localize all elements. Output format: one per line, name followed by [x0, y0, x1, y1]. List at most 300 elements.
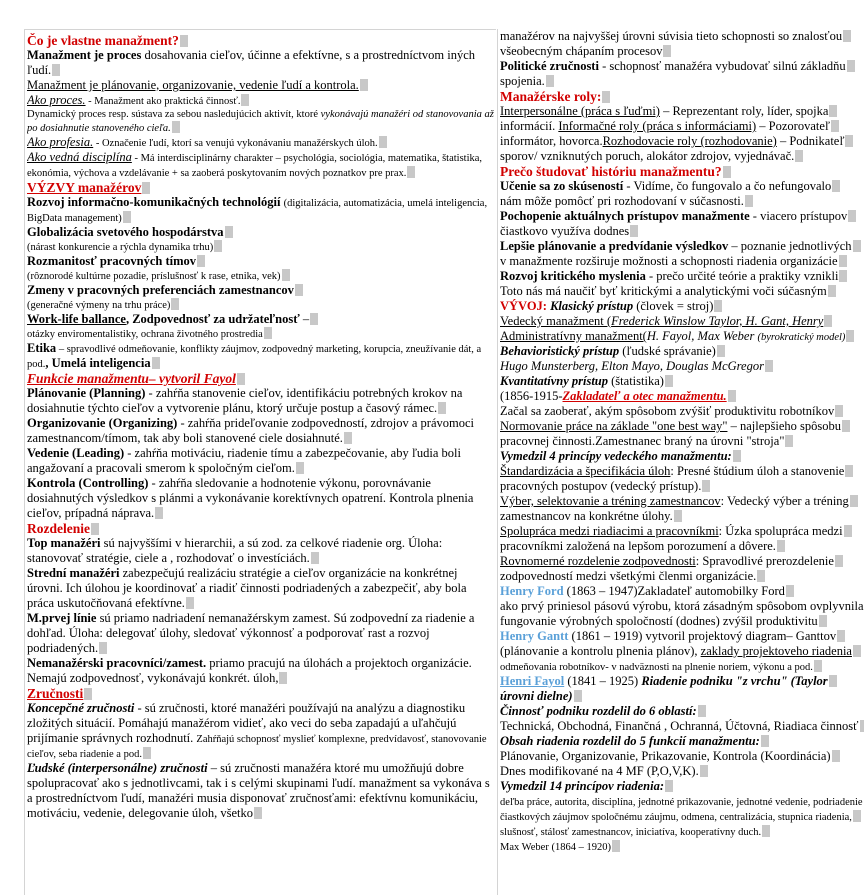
- text-run: – Reprezentant roly, líder, spojka: [659, 104, 829, 118]
- text-line: [27, 312, 495, 327]
- text-run: Začal sa zaoberať, akým spôsobom zvýšiť produktivitu robotníkov: [500, 404, 835, 418]
- text-run: Zakladateľ a otec manažmentu.: [562, 389, 727, 403]
- text-run: otázky enviromentalistiky, ochrana životného prostredia: [27, 329, 263, 340]
- paragraph-mark: [765, 360, 773, 372]
- text-line: [27, 225, 495, 240]
- heading-text: Funkcie manažmentu– vytvoril Fayol: [27, 371, 236, 386]
- text-run: –: [299, 312, 310, 326]
- text-run: - viacero prístupov: [749, 209, 848, 223]
- paragraph-mark: [84, 688, 92, 700]
- text-line: [500, 614, 864, 629]
- text-line: [500, 359, 864, 374]
- text-run: Toto nás má naučiť byť kritickými a analytickými voči súčasným: [500, 284, 827, 298]
- paragraph-mark: [360, 79, 368, 91]
- section-heading: [27, 521, 495, 536]
- text-run: Hugo Munsterberg, Elton Mayo, Douglas McGregor: [500, 359, 764, 373]
- text-line: [500, 404, 864, 419]
- paragraph-mark: [853, 240, 861, 252]
- paragraph-mark: [123, 211, 131, 223]
- page-border-left: [24, 29, 25, 895]
- text-run: - Vidíme, čo fungovalo a čo nefungovalo: [623, 179, 832, 193]
- text-run: - zahŕňa sledovanie a hodnotenie výkonu, porovnávanie dosiahnutých výsledkov s plánmi a vykonávanie korektívnych opatrení. Kontrola plnenia cieľov, prípadná náprava.: [27, 476, 474, 520]
- text-line: [500, 464, 864, 479]
- text-line: [500, 179, 864, 194]
- text-run: Klasický prístup: [550, 299, 634, 313]
- text-line: [500, 194, 864, 209]
- paragraph-mark: [344, 432, 352, 444]
- text-run: M.prvej línie: [27, 611, 97, 625]
- text-run: - zahŕňa prideľovanie zodpovedností, zdrojov a právomoci zamestnancom/tímom, tak aby boli stanovené ciele dosiahnuté.: [27, 416, 474, 445]
- paragraph-mark: [786, 585, 794, 597]
- text-run: Rozhodovacie roly (rozhodovanie): [602, 134, 777, 148]
- paragraph-mark: [824, 315, 832, 327]
- paragraph-mark: [282, 269, 290, 281]
- text-run: Rozmanitosť pracovných tímov: [27, 254, 197, 268]
- text-run: v manažmente rozširuje možnosti a schopnosti riadenia organizácie: [500, 254, 838, 268]
- paragraph-mark: [237, 373, 245, 385]
- text-run: pracovných postupov (vedecký prístup).: [500, 479, 702, 493]
- paragraph-mark: [828, 285, 836, 297]
- text-line: [500, 509, 864, 524]
- text-line: [500, 269, 864, 284]
- text-run: – spravodlivé odmeňovanie, konflikty záujmov, zodpovedný marketing, korupcia, zneužívanie dát, a pod.: [27, 344, 482, 370]
- paragraph-mark: [762, 825, 770, 837]
- section-heading: [27, 180, 495, 195]
- text-line: [500, 569, 864, 584]
- text-line: [500, 389, 864, 404]
- text-run: (digitalizácia, automatizácia, umelá inteligencia, BigData management): [27, 198, 488, 224]
- paragraph-mark: [674, 510, 682, 522]
- text-line: [500, 134, 864, 149]
- paragraph-mark: [853, 645, 861, 657]
- text-run: (generačné výmeny na trhu práce): [27, 300, 171, 311]
- text-line: [500, 449, 864, 464]
- paragraph-mark: [860, 720, 864, 732]
- text-run: H. Fayol, Max Weber: [646, 329, 758, 343]
- text-run: , Umelá inteligencia: [45, 356, 151, 370]
- text-line: [27, 701, 495, 761]
- text-run: Etika: [27, 341, 57, 355]
- paragraph-mark: [574, 690, 582, 702]
- text-line: [27, 327, 495, 341]
- text-run: Ľudské (interpersonálne) zručnosti: [27, 761, 208, 775]
- text-run: Frederick Winslow Taylor, H. Gant, Henry: [611, 314, 824, 328]
- heading-text: Prečo študovať históriu manažmentu?: [500, 164, 722, 179]
- text-run: – sú zručnosti manažéra ktoré mu umožňujú dobre spolupracovať ako s jednotlivcami, tak i s celými skupinami ľudí. manažment sa vykonáva s a prostredníctvom ľudí, manažéri musia disponovať zručnosťami: efektívnu komunikáciu, motiváciu, vedenie, delegovanie úloh, všetko: [27, 761, 490, 820]
- paragraph-mark: [310, 313, 318, 325]
- text-line: [500, 344, 864, 359]
- text-run: sú priamo nadriadení nemanažérskym zamest. Sú zodpovední za riadenie a dohľad. Úloha: delegovať úlohy, sledovať výkonnosť a podporovať rast a rozvoj podriadených.: [27, 611, 475, 655]
- paragraph-mark: [839, 255, 847, 267]
- text-line: [27, 150, 495, 180]
- text-run: – najlepšieho spôsobu: [727, 419, 842, 433]
- heading-text: Čo je vlastne manažment?: [27, 33, 179, 48]
- text-run: fungovanie výrobných spoločností (dodnes) zvýšil produktivitu: [500, 614, 818, 628]
- text-line: [27, 416, 495, 446]
- text-line: [500, 599, 864, 614]
- text-run: Zahŕňajú schopnosť myslieť komplexne, predvídavosť, stanovovanie cieľov, seba riadenie a pod.: [27, 734, 487, 760]
- text-run: VÝVOJ:: [500, 299, 551, 313]
- text-line: [500, 494, 864, 509]
- text-run: Rovnomerné rozdelenie zodpovednosti: [500, 554, 696, 568]
- text-run: vykonávajú manažéri od stanovovania až po dosiahnutie stanoveného cieľa.: [27, 109, 494, 134]
- text-run: Interpersonálne (práca s ľuďmi): [500, 104, 660, 118]
- paragraph-mark: [225, 226, 233, 238]
- text-run: Kontrola (Controlling): [27, 476, 149, 490]
- paragraph-mark: [379, 136, 387, 148]
- text-run: priamo pracujú na úlohách a projektoch organizácie. Nemajú zodpovednosť, vykonávajú konkrét. úloh,: [27, 656, 472, 685]
- text-run: (človek = stroj): [633, 299, 714, 313]
- text-run: úrovni dielne): [500, 689, 573, 703]
- text-line: [500, 314, 864, 329]
- text-run: zaklady projektoveho riadenia: [700, 644, 852, 658]
- paragraph-mark: [831, 120, 839, 132]
- left-column: [27, 33, 495, 821]
- text-run: (1861 – 1919) vytvoril projektový diagram– Ganttov: [568, 629, 837, 643]
- text-run: Koncepčné zručnosti: [27, 701, 135, 715]
- paragraph-mark: [717, 345, 725, 357]
- text-run: sporov/ vzniknutých poruch, alokátor zdrojov, vyjednávač.: [500, 149, 795, 163]
- text-run: (rôznorodé kultúrne pozadie, príslušnosť k rase, etnika, vek): [27, 271, 281, 282]
- text-run: Technická, Obchodná, Finančná , Ochranná, Účtovná, Riadiaca činnosť: [500, 719, 859, 733]
- text-line: [500, 839, 864, 854]
- paragraph-mark: [714, 300, 722, 312]
- text-run: Manažment je plánovanie, organizovanie, vedenie ľudí a kontrola.: [27, 78, 359, 92]
- paragraph-mark: [728, 390, 736, 402]
- paragraph-mark: [602, 91, 610, 103]
- paragraph-mark: [665, 375, 673, 387]
- text-run: Rozvoj informačno-komunikačných technológií: [27, 195, 284, 209]
- text-run: odmeňovania robotníkov- v nadväznosti na plnenie noriem, výkonu a pod.: [500, 662, 813, 673]
- section-heading: [500, 89, 864, 104]
- text-line: [500, 659, 864, 674]
- text-run: Dnes modifikované na 4 MF (P,O,V,K).: [500, 764, 699, 778]
- paragraph-mark: [172, 121, 180, 133]
- paragraph-mark: [155, 507, 163, 519]
- paragraph-mark: [839, 270, 847, 282]
- text-run: Riadenie podniku "z vrchu" (Taylor: [641, 674, 828, 688]
- text-run: (byrokratický model): [757, 332, 846, 343]
- text-run: (1856-1915-: [500, 389, 563, 403]
- text-run: deľba práce, autorita, disciplína, jednotné prikazovanie, jednotné vedenie, podriadenie: [500, 797, 863, 808]
- text-line: [500, 704, 864, 719]
- text-line: [27, 566, 495, 611]
- paragraph-mark: [785, 435, 793, 447]
- text-run: : Presné štúdium úloh a stanovenie: [670, 464, 845, 478]
- text-run: - zahŕňa motiváciu, riadenie tímu a zabezpečovanie, aby ľudia boli angažovaní a pracovali smerom k spoločným cieľom.: [27, 446, 462, 475]
- text-line: [500, 239, 864, 254]
- text-run: Vymedzil 4 princípy vedeckého manažmentu:: [500, 449, 732, 463]
- text-line: [27, 341, 495, 371]
- paragraph-mark: [665, 780, 673, 792]
- text-run: nám môže pomôcť pri rozhodovaní v súčasnosti.: [500, 194, 744, 208]
- paragraph-mark: [832, 180, 840, 192]
- text-run: Plánovanie (Planning): [27, 386, 146, 400]
- text-line: [27, 611, 495, 656]
- text-line: [500, 539, 864, 554]
- text-run: – Podnikateľ: [776, 134, 845, 148]
- text-run: Spolupráca medzi riadiacimi a pracovníkmi: [500, 524, 719, 538]
- text-run: Globalizácia svetového hospodárstva: [27, 225, 224, 239]
- text-run: spojenia.: [500, 74, 545, 88]
- paragraph-mark: [99, 642, 107, 654]
- text-run: Kvantitatívny prístup: [500, 374, 609, 388]
- text-run: čiastkových záujmov spoločnému záujmu, odmena, centralizácia, stupnica riadenia,: [500, 812, 852, 823]
- paragraph-mark: [279, 672, 287, 684]
- paragraph-mark: [700, 765, 708, 777]
- text-run: Dynamický proces resp. sústava za sebou nasledujúcich aktivít, ktoré: [27, 109, 321, 120]
- text-line: [500, 224, 864, 239]
- text-line: [27, 446, 495, 476]
- right-column: [500, 29, 864, 854]
- text-run: (plánovanie a kontrolu plnenia plánov),: [500, 644, 701, 658]
- text-run: - sú zručnosti, ktoré manažéri používajú na analýzu a diagnostiku zložitých situácií. Pomáhajú manažérom vidieť, ako veci do seba zapadajú a uľahčujú prijímanie správnych rozhodnutí.: [27, 701, 466, 745]
- text-line: [500, 809, 864, 824]
- text-run: Ako vedná disciplína: [27, 150, 132, 164]
- text-line: [500, 44, 864, 59]
- text-run: Ako profesia.: [27, 135, 94, 149]
- text-run: , Zodpovednosť za udržateľnosť: [125, 312, 300, 326]
- text-run: - Manažment ako praktická činnosť.: [85, 96, 241, 107]
- text-line: [500, 629, 864, 644]
- paragraph-mark: [152, 357, 160, 369]
- text-run: (1841 – 1925): [564, 674, 642, 688]
- paragraph-mark: [845, 465, 853, 477]
- text-run: Behavioristický prístup: [500, 344, 620, 358]
- text-line: [500, 149, 864, 164]
- text-run: Normovanie práce na základe "one best way": [500, 419, 728, 433]
- paragraph-mark: [143, 747, 151, 759]
- text-run: Administratívny manažment(: [500, 329, 647, 343]
- section-heading: [500, 164, 864, 179]
- text-run: Vedenie (Leading): [27, 446, 125, 460]
- text-line: [27, 135, 495, 150]
- paragraph-mark: [837, 630, 845, 642]
- paragraph-mark: [846, 330, 854, 342]
- text-run: - Označenie ľudí, ktorí sa venujú vykonávaniu manažérskych úloh.: [93, 138, 378, 149]
- text-run: čiastkovo využíva dodnes: [500, 224, 630, 238]
- text-run: informácií.: [500, 119, 559, 133]
- text-line: [500, 59, 864, 74]
- text-line: [500, 524, 864, 539]
- heading-text: VÝZVY manažérov: [27, 180, 142, 195]
- paragraph-mark: [795, 150, 803, 162]
- paragraph-mark: [407, 166, 415, 178]
- heading-text: Rozdelenie: [27, 521, 90, 536]
- text-line: [500, 749, 864, 764]
- paragraph-mark: [296, 462, 304, 474]
- paragraph-mark: [761, 735, 769, 747]
- text-line: [27, 298, 495, 312]
- paragraph-mark: [630, 225, 638, 237]
- text-line: [500, 554, 864, 569]
- text-line: [500, 764, 864, 779]
- text-line: [500, 119, 864, 134]
- column-divider: [497, 29, 498, 895]
- paragraph-mark: [845, 135, 853, 147]
- text-line: [500, 254, 864, 269]
- section-heading: [27, 686, 495, 701]
- text-line: [27, 93, 495, 108]
- paragraph-mark: [546, 75, 554, 87]
- section-heading: [27, 371, 495, 386]
- paragraph-mark: [777, 540, 785, 552]
- text-run: Nemanažérski pracovníci/zamest.: [27, 656, 207, 670]
- text-run: informátor, hovorca.: [500, 134, 603, 148]
- text-line: [500, 719, 864, 734]
- text-run: dosahovania cieľov, účinne a efektívne, s a prostredníctvom iných ľudí.: [27, 48, 476, 77]
- text-line: [27, 656, 495, 686]
- text-run: Výber, selektovanie a tréning zamestnancov: [500, 494, 721, 508]
- paragraph-mark: [214, 240, 222, 252]
- text-run: Rozvoj kritického myslenia: [500, 269, 646, 283]
- text-run: (štatistika): [608, 374, 664, 388]
- text-line: [27, 48, 495, 78]
- paragraph-mark: [702, 480, 710, 492]
- page-border-top: [24, 29, 496, 30]
- text-line: [27, 108, 495, 135]
- paragraph-mark: [850, 495, 858, 507]
- paragraph-mark: [254, 807, 262, 819]
- paragraph-mark: [171, 298, 179, 310]
- paragraph-mark: [829, 675, 837, 687]
- text-run: : Vedecký výber a tréning: [720, 494, 849, 508]
- text-run: Max Weber (1864 – 1920): [500, 842, 611, 853]
- paragraph-mark: [723, 166, 731, 178]
- text-line: [500, 674, 864, 689]
- text-run: Henry Gantt: [500, 629, 569, 643]
- text-line: [500, 434, 864, 449]
- paragraph-mark: [847, 60, 855, 72]
- paragraph-mark: [197, 255, 205, 267]
- paragraph-mark: [835, 555, 843, 567]
- text-run: - schopnosť manažéra vybudovať silnú základňu: [598, 59, 846, 73]
- text-run: – Pozorovateľ: [756, 119, 830, 133]
- text-run: (ľudské správanie): [619, 344, 716, 358]
- text-run: Manažment je proces: [27, 48, 145, 62]
- text-run: Pochopenie aktuálnych prístupov manažmente: [500, 209, 750, 223]
- text-run: slušnosť, stálosť zamestnancov, iniciatíva, kooperatívny duch.: [500, 827, 762, 838]
- text-run: Vedecký manažment (: [500, 314, 612, 328]
- paragraph-mark: [264, 327, 272, 339]
- text-line: [500, 419, 864, 434]
- text-line: [27, 386, 495, 416]
- text-run: Politické zručnosti: [500, 59, 599, 73]
- paragraph-mark: [844, 525, 852, 537]
- text-line: [27, 283, 495, 298]
- text-line: [27, 195, 495, 225]
- text-run: Obsah riadenia rozdelil do 5 funkcií manažmentu:: [500, 734, 760, 748]
- paragraph-mark: [819, 615, 827, 627]
- text-line: [500, 584, 864, 599]
- paragraph-mark: [757, 570, 765, 582]
- paragraph-mark: [835, 405, 843, 417]
- text-run: - Má interdisciplinárny charakter – psychológia, sociológia, matematika, štatistika, ekonómia, výchova a vzdelávanie + sa zaoberá poskytovaním nových poznatkov pre prax.: [27, 153, 483, 179]
- text-line: [27, 254, 495, 269]
- paragraph-mark: [180, 35, 188, 47]
- text-run: Vymedzil 14 princípov riadenia:: [500, 779, 664, 793]
- paragraph-mark: [843, 30, 851, 42]
- paragraph-mark: [186, 597, 194, 609]
- paragraph-mark: [241, 94, 249, 106]
- text-run: Henri Fayol: [500, 674, 565, 688]
- text-line: [27, 476, 495, 521]
- paragraph-mark: [91, 523, 99, 535]
- text-line: [500, 74, 864, 89]
- text-line: [500, 479, 864, 494]
- paragraph-mark: [663, 45, 671, 57]
- text-run: zamestnancov na konkrétne úlohy.: [500, 509, 673, 523]
- paragraph-mark: [848, 210, 856, 222]
- text-run: všeobecným chápaním procesov: [500, 44, 663, 58]
- text-run: – poznanie jednotlivých: [728, 239, 852, 253]
- text-line: [27, 761, 495, 821]
- paragraph-mark: [814, 660, 822, 672]
- text-run: Plánovanie, Organizovanie, Prikazovanie, Kontrola (Koordinácia): [500, 749, 831, 763]
- text-line: [500, 734, 864, 749]
- text-run: - zahŕňa stanovenie cieľov, identifikáciu potrebných krokov na dosiahnutie týchto cieľov a vytvorenie plánu, ktorý určuje postup a časový rámec.: [27, 386, 463, 415]
- text-run: Work-life ballance: [27, 312, 126, 326]
- text-line: [500, 329, 864, 344]
- text-run: zodpovedností medzi všetkými členmi organizácie.: [500, 569, 757, 583]
- paragraph-mark: [842, 420, 850, 432]
- text-run: Činnosť podniku rozdelil do 6 oblastí:: [500, 704, 697, 718]
- text-run: zabezpečujú realizáciu stratégie a cieľov organizácie na konkrétnej úrovni. Ich úlohou je koordinovať a riadiť činnosti podriadených a zabezpečiť, aby bola práca uskutočňovaná efektívne.: [27, 566, 467, 610]
- text-run: pracovnej činnosti.Zamestnanec braný na úrovni "stroja": [500, 434, 785, 448]
- text-line: [500, 104, 864, 119]
- paragraph-mark: [311, 552, 319, 564]
- paragraph-mark: [832, 750, 840, 762]
- text-run: Zmeny v pracovných preferenciách zamestnancov: [27, 283, 294, 297]
- text-line: [500, 284, 864, 299]
- text-run: Učenie sa zo skúseností: [500, 179, 624, 193]
- text-run: Informačné roly (práca s informáciami): [558, 119, 757, 133]
- heading-text: Zručnosti: [27, 686, 84, 701]
- paragraph-mark: [142, 182, 150, 194]
- paragraph-mark: [698, 705, 706, 717]
- text-line: [500, 689, 864, 704]
- text-line: [27, 269, 495, 283]
- text-line: [500, 374, 864, 389]
- text-run: manažérov na najvyššej úrovni súvisia tieto schopnosti so znalosťou: [500, 29, 843, 43]
- text-run: Ako proces.: [27, 93, 86, 107]
- text-run: - prečo určité teórie a praktiky vznikli: [645, 269, 839, 283]
- text-line: [27, 78, 495, 93]
- text-line: [500, 29, 864, 44]
- text-run: ako prvý priniesol pásovú výrobu, ktorá zásadným spôsobom ovplyvnila: [500, 599, 864, 613]
- text-run: : Spravodlivé prerozdelenie: [695, 554, 834, 568]
- paragraph-mark: [612, 840, 620, 852]
- paragraph-mark: [829, 105, 837, 117]
- text-line: [500, 824, 864, 839]
- text-run: (nárast konkurencie a rýchla dynamika trhu): [27, 242, 214, 253]
- text-line: [500, 299, 864, 314]
- text-line: [500, 644, 864, 659]
- text-run: Štandardizácia a špecifikácia úloh: [500, 464, 671, 478]
- text-run: Organizovanie (Organizing): [27, 416, 178, 430]
- paragraph-mark: [295, 284, 303, 296]
- text-run: (1863 – 1947)Zakladateľ automobilky Ford: [563, 584, 785, 598]
- text-line: [500, 779, 864, 794]
- paragraph-mark: [745, 195, 753, 207]
- text-run: Henry Ford: [500, 584, 564, 598]
- text-line: [27, 240, 495, 254]
- paragraph-mark: [52, 64, 60, 76]
- text-line: [27, 536, 495, 566]
- text-run: sú najvyššími v hierarchii, a sú zod. za celkové riadenie org. Úloha: stanovovať stratégie, ciele a , rozhodovať o investíciách.: [27, 536, 443, 565]
- paragraph-mark: [438, 402, 446, 414]
- text-line: [500, 794, 864, 809]
